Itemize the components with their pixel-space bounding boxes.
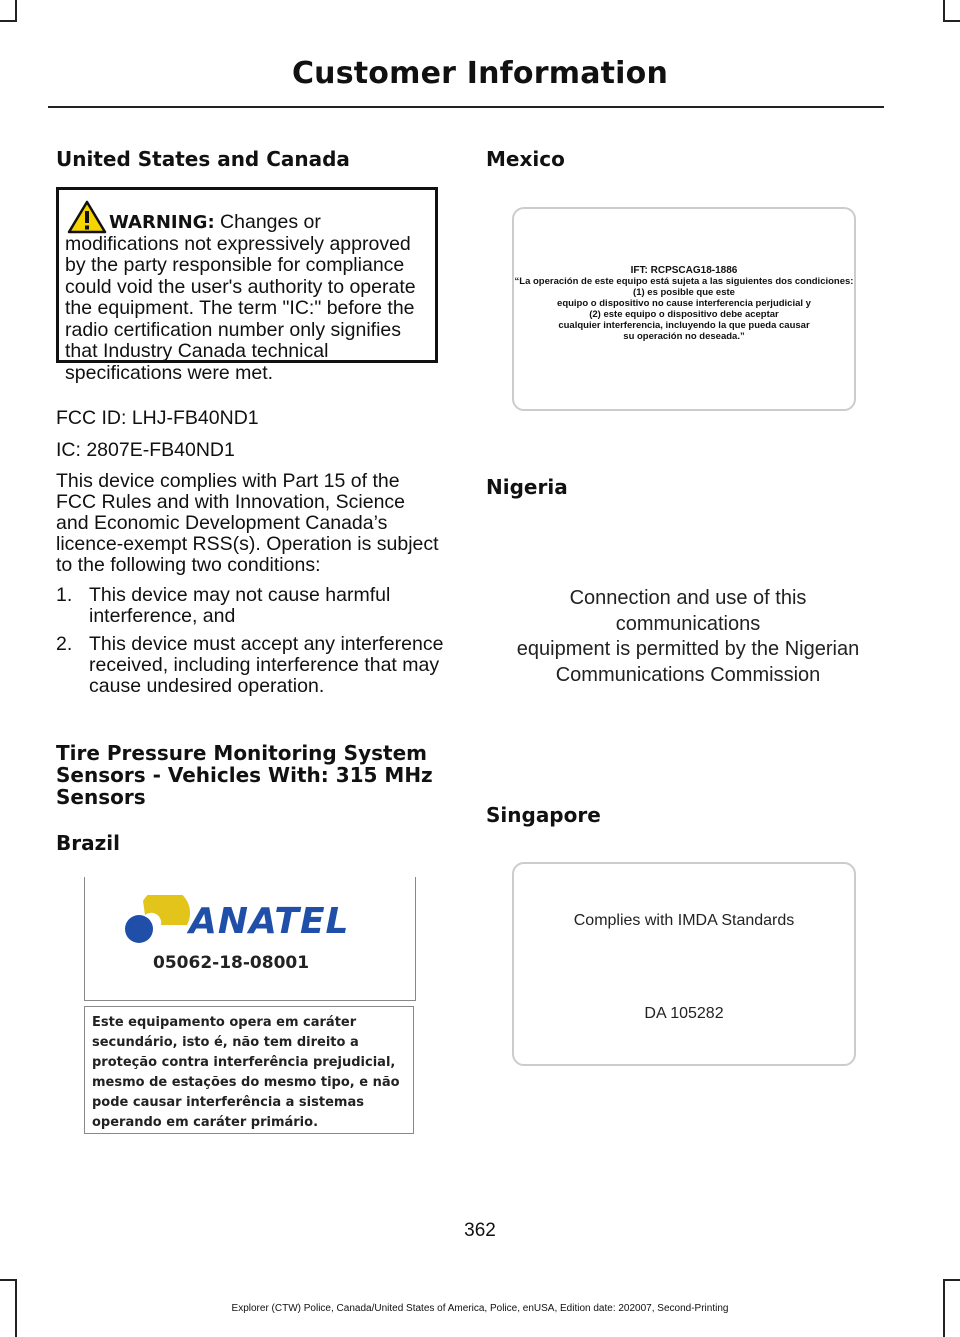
anatel-brand: ANATEL	[189, 901, 350, 942]
anatel-logo-panel	[84, 877, 416, 1001]
nigeria-text-line: equipment is permitted by the Nigerian	[516, 638, 860, 660]
crop-mark	[15, 0, 17, 22]
heading-tpms: Tire Pressure Monitoring System Sensors - Vehicles With: 315 MHz Sensors	[56, 741, 433, 809]
page-title: Customer Information	[291, 56, 669, 91]
warning-icon	[67, 200, 107, 234]
list-item	[56, 585, 451, 627]
ic-number: IC: 2807E-FB40ND1	[56, 439, 235, 461]
warning-text	[65, 212, 429, 384]
crop-mark	[0, 1279, 17, 1281]
warning-label: WARNING:	[109, 212, 215, 233]
nigeria-certification-label	[488, 586, 888, 688]
heading-singapore: Singapore	[486, 803, 601, 827]
anatel-logo-icon	[121, 895, 191, 951]
singapore-certification-label	[512, 862, 856, 1066]
list-number: 2.	[56, 633, 73, 655]
mexico-text-line: “La operación de este equipo está sujeta a las siguientes dos condiciones:	[514, 276, 854, 287]
fcc-id: FCC ID: LHJ-FB40ND1	[56, 407, 259, 429]
warning-body: Changes or modifications not expressively approved by the party responsible for compliance could void the user's authority to operate the equipment. The term "IC:" before the radio certification number only signifies that Industry Canada technical specifications were met.	[65, 211, 416, 384]
list-item	[56, 634, 451, 718]
nigeria-text-line: Communications Commission	[555, 663, 821, 686]
mexico-text-line: cualquier interferencia, incluyendo la que pueda causar	[558, 320, 810, 331]
heading-nigeria: Nigeria	[486, 475, 568, 499]
list-text: This device must accept any interference received, including interference that may cause undesired operation.	[89, 633, 444, 697]
nigeria-text-line: communications	[615, 612, 761, 635]
heading-mexico: Mexico	[486, 147, 565, 171]
crop-mark	[943, 0, 945, 22]
header-divider	[48, 106, 884, 108]
heading-brazil: Brazil	[56, 831, 120, 855]
anatel-notice-panel	[84, 1006, 414, 1134]
list-text: This device may not cause harmful interference, and	[89, 584, 391, 627]
mexico-text-line: (1) es posible que este	[633, 287, 735, 298]
crop-mark	[0, 20, 17, 22]
anatel-notice: Este equipamento opera em caráter secundário, isto é, não tem direito a proteção contra interferência prejudicial, mesmo de estações do mesmo tipo, e não pode causar interferência a sistemas operando em caráter primário.	[92, 1015, 400, 1130]
singapore-compliance-text: Complies with IMDA Standards	[573, 912, 795, 929]
list-number: 1.	[56, 584, 73, 606]
singapore-da-number: DA 105282	[644, 1005, 724, 1022]
mexico-text-line: (2) este equipo o dispositivo debe aceptar	[589, 309, 779, 320]
mexico-ift-number: IFT: RCPSCAG18-1886	[630, 265, 738, 276]
heading-united-states-canada: United States and Canada	[56, 147, 350, 171]
mexico-text-line: equipo o dispositivo no cause interferencia perjudicial y	[557, 298, 811, 309]
anatel-code: 05062-18-08001	[153, 953, 310, 973]
page-number: 362	[464, 1220, 496, 1241]
crop-mark	[943, 1279, 960, 1281]
compliance-paragraph: This device complies with Part 15 of the FCC Rules and with Innovation, Science and Economic Development Canada’s licence-exempt RSS(s). Operation is subject to the following two conditions:	[56, 470, 439, 576]
warning-box	[56, 187, 438, 384]
mexico-text-line: su operación no deseada.”	[623, 331, 745, 342]
edition-info: Explorer (CTW) Police, Canada/United States of America, Police, enUSA, Edition date: 202007, Second-Printing	[231, 1303, 729, 1314]
crop-mark	[943, 20, 960, 22]
nigeria-text-line: Connection and use of this	[569, 587, 807, 609]
mexico-certification-label	[512, 207, 856, 411]
